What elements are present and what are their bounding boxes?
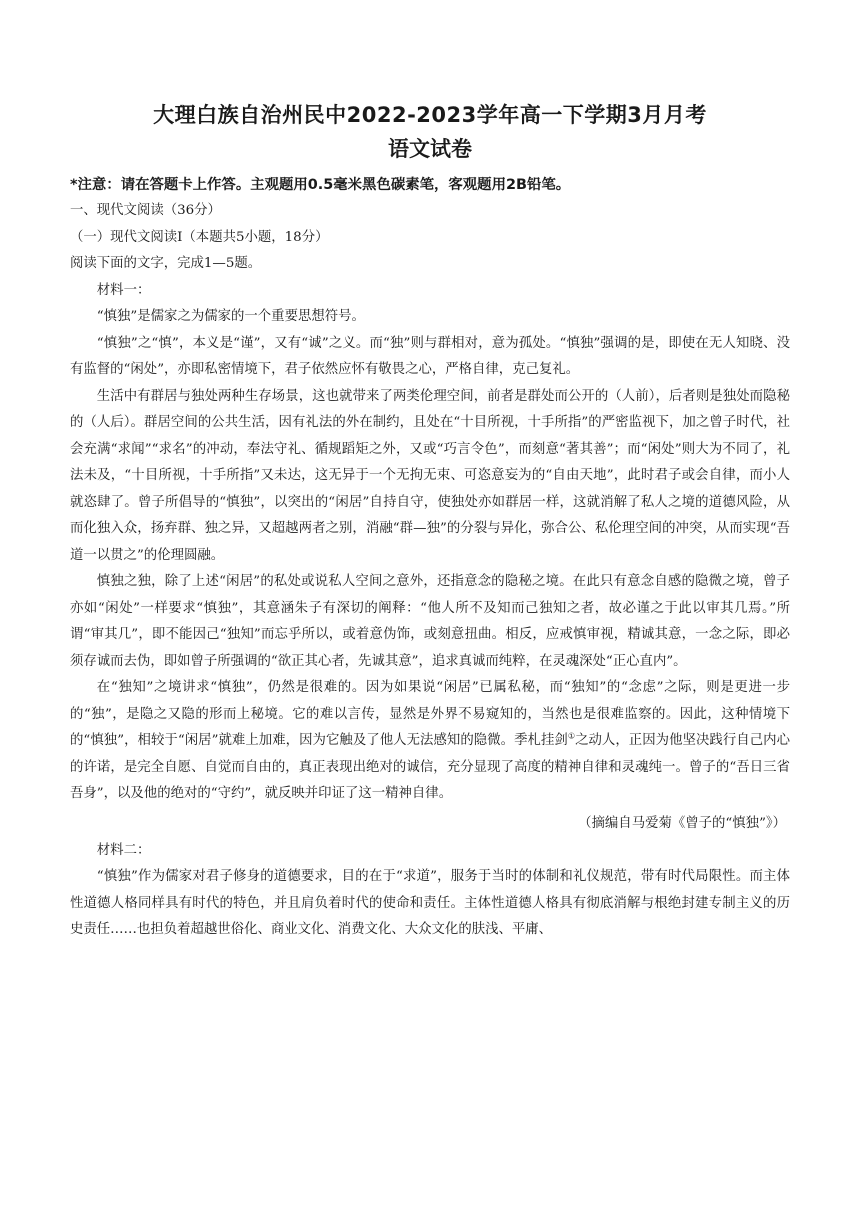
exam-subtitle: 语文试卷 — [388, 137, 472, 161]
sub-section-heading: （一）现代文阅读Ⅰ（本题共5小题，18分） — [70, 229, 329, 245]
material-one-label: 材料一： — [96, 282, 151, 298]
material-one-paragraph-1: “慎独”是儒家之为儒家的一个重要思想符号。 — [96, 309, 365, 324]
material-two-label: 材料二： — [96, 842, 151, 858]
material-one-paragraph-4: 慎独之独，除了上述“闲居”的私处或说私人空间之意外，还指意念的隐秘之境。在此只有意念自感的隐微之境，曾子亦如“闲处”一样要求“慎独”，其意涵朱子有深切的阐释：“他人所不及知而己独知之者，故必谨之于此以审其几焉。”所谓“审其几”，即不能因己“独知”而忘乎所以，或着意伪饰，或刻意扭曲。相反，应戒慎审视，精诚其意，一念之际，即必须存诚而去伪，即如曾子所强调的“欲正其心者，先诚其意”，追求真诚而纯粹，在灵魂深处“正心直内”。 — [70, 574, 790, 669]
exam-notice: *注意：请在答题卡上作答。主观题用0.5毫米黑色碳素笔，客观题用2B铅笔。 — [70, 177, 571, 193]
reading-instruction: 阅读下面的文字，完成1—5题。 — [70, 256, 262, 271]
document-page — [70, 98, 790, 944]
material-one-paragraph-3: 生活中有群居与独处两种生存场景，这也就带来了两类伦理空间，前者是群处而公开的（人前），后者则是独处而隐秘的（人后）。群居空间的公共生活，因有礼法的外在制约，且处在“十目所视，十手所指”的严密监视下，加之曾子时代，社会充满“求闻”“求名”的冲动，奉法守礼、循规蹈矩之外，又或“巧言令色”，而刻意“著其善”；而“闲处”则大为不同了，礼法未及，“十目所视，十手所指”又未达，这无异于一个无拘无束、可恣意妄为的“自由天地”，此时君子或会自律，而小人就恣肆了。曾子所倡导的“慎独”，以突出的“闲居”自持自守，使独处亦如群居一样，这就消解了私人之境的道德风险，从而化独入众，扬弃群、独之异，又超越两者之别，消融“群—独”的分裂与异化，弥合公、私伦理空间的冲突，从而实现“吾道一以贯之”的伦理圆融。 — [70, 388, 790, 563]
material-one-source: （摘编自马爱菊《曾子的“慎独”》） — [578, 815, 786, 831]
material-one-paragraph-2: “慎独”之“慎”，本义是“谨”，又有“诚”之义。而“独”则与群相对，意为孤处。“慎独”强调的是，即使在无人知晓、没有监督的“闲处”，亦即私密情境下，君子依然应怀有敬畏之心，严格自律，克己复礼。 — [70, 335, 790, 377]
exam-title: 大理白族自治州民中2022-2023学年高一下学期3月月考 — [153, 103, 707, 127]
material-two-paragraph-1: “慎独”作为儒家对君子修身的道德要求，目的在于“求道”，服务于当时的体制和礼仪规范，带有时代局限性。而主体性道德人格同样具有时代的特色，并且肩负着时代的使命和责任。主体性道德人格具有彻底消解与根绝封建专制主义的历史责任……也担负着超越世俗化、商业文化、消费文化、大众文化的肤浅、平庸、 — [70, 869, 790, 937]
paragraph-5-part-b: 之动人，正因为他坚决践行自己内心的许诺，是完全自愿、自觉而自由的，真正表现出绝对的诚信，充分显现了高度的精神自律和灵魂纯一。曾子的“吾日三省吾身”，以及他的绝对的“守约”，就反映并印证了这一精神自律。 — [70, 733, 790, 801]
footnote-marker: ① — [567, 731, 576, 741]
material-one-paragraph-5 — [70, 675, 790, 808]
section-heading: 一、现代文阅读（36分） — [70, 203, 221, 218]
paragraph-5-part-a: 在“独知”之境讲求“慎独”，仍然是很难的。因为如果说“闲居”已属私秘，而“独知”的“念虑”之际，则是更进一步的“独”，是隐之又隐的形而上秘境。它的难以言传，显然是外界不易窥知的，当然也是很难监察的。因此，这种情境下的“慎独”，相较于“闲居”就难上加难，因为它触及了他人无法感知的隐微。季札挂剑 — [70, 680, 791, 748]
